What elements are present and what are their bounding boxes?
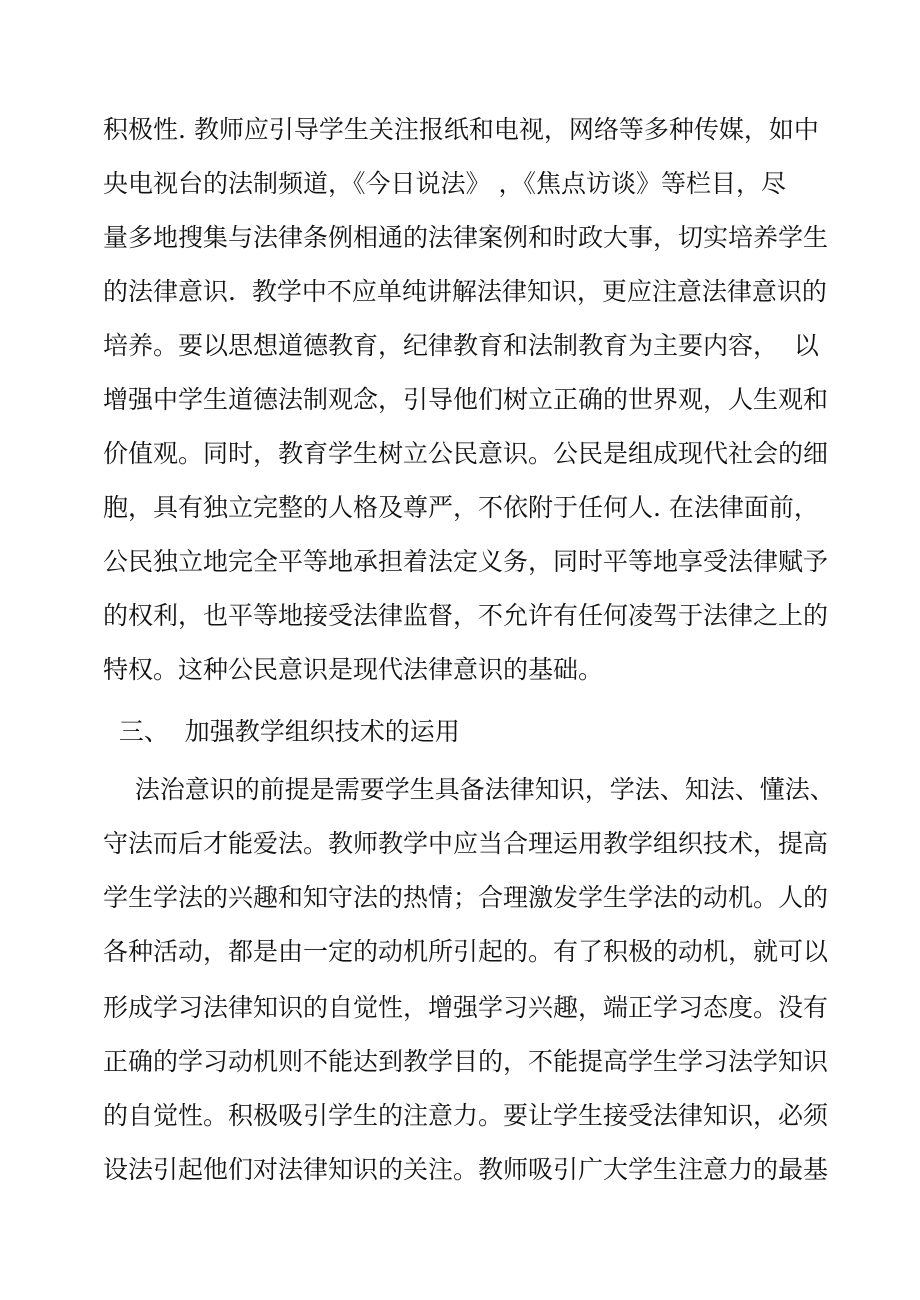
text-line: 胞，具有独立完整的人格及尊严，不依附于任何人. 在法律面前， xyxy=(103,493,819,522)
text-line: 法治意识的前提是需要学生具备法律知识，学法、知法、懂法、 xyxy=(103,775,835,804)
text-line: 正确的学习动机则不能达到教学目的，不能提高学生学习法学知识 xyxy=(103,1047,829,1076)
text-line: 各种活动，都是由一定的动机所引起的。有了积极的动机，就可以 xyxy=(103,937,829,966)
text-line: 设法引起他们对法律知识的关注。教师吸引广大学生注意力的最基 xyxy=(103,1155,829,1184)
text-line: 学生学法的兴趣和知守法的热情；合理激发学生学法的动机。人的 xyxy=(103,883,829,912)
text-line: 公民独立地完全平等地承担着法定义务，同时平等地享受法律赋予 xyxy=(103,547,829,576)
text-line: 形成学习法律知识的自觉性，增强学习兴趣，端正学习态度。没有 xyxy=(103,993,829,1022)
text-line: 的自觉性。积极吸引学生的注意力。要让学生接受法律知识，必须 xyxy=(103,1101,829,1130)
text-line: 量多地搜集与法律条例相通的法律案例和时政大事，切实培养学生 xyxy=(103,223,829,252)
text-line: 的法律意识. 教学中不应单纯讲解法律知识，更应注意法律意识的 xyxy=(103,277,827,306)
text-line: 特权。这种公民意识是现代法律意识的基础。 xyxy=(103,655,604,684)
text-line: 价值观。同时，教育学生树立公民意识。公民是组成现代社会的细 xyxy=(103,439,829,468)
text-line: 的权利，也平等地接受法律监督，不允许有任何凌驾于法律之上的 xyxy=(103,601,829,630)
text-line: 央电视台的法制频道，《今日说法》 ，《焦点访谈》等栏目，尽 xyxy=(103,169,786,198)
text-line: 积极性. 教师应引导学生关注报纸和电视，网络等多种传媒，如中 xyxy=(103,115,819,144)
text-line: 增强中学生道德法制观念，引导他们树立正确的世界观，人生观和 xyxy=(103,385,829,414)
text-line: 培养。要以思想道德教育，纪律教育和法制教育为主要内容， 以 xyxy=(103,331,819,360)
section-heading: 三、 加强教学组织技术的运用 xyxy=(103,717,460,746)
text-line: 守法而后才能爱法。教师教学中应当合理运用教学组织技术，提高 xyxy=(103,829,829,858)
